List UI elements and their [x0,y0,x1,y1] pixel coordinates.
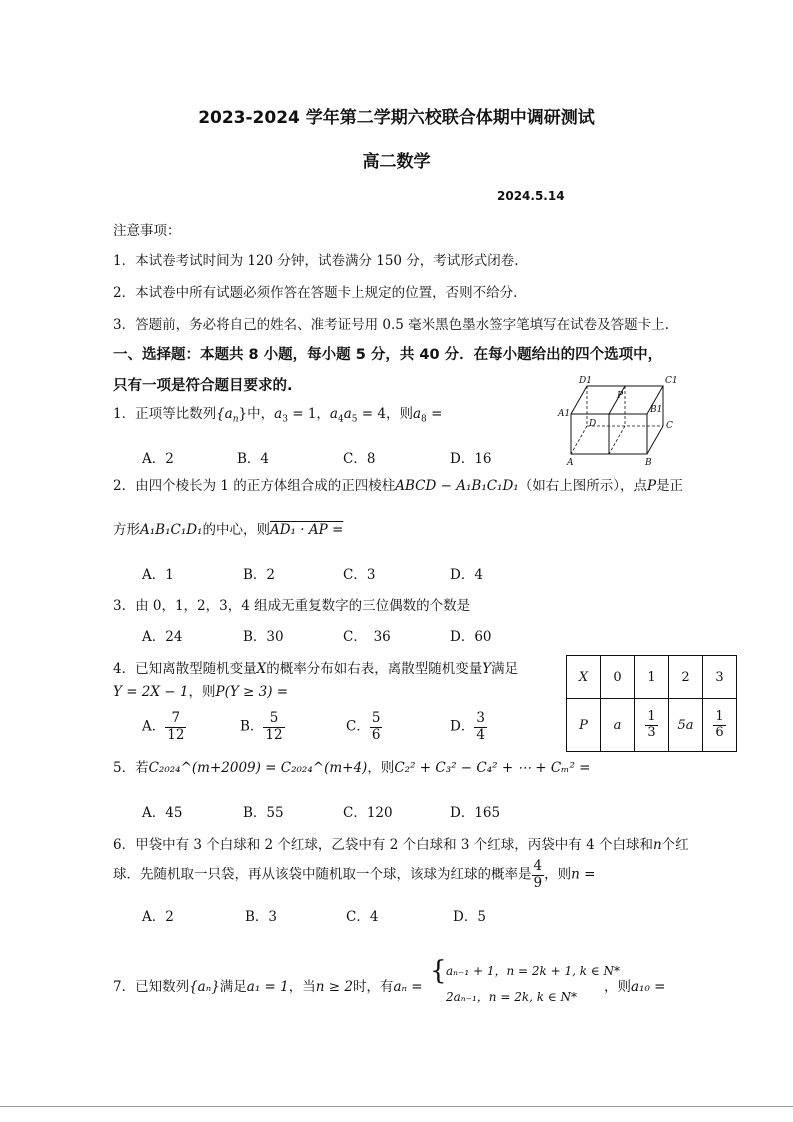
cube-label-p: P [617,391,624,401]
table-cell: P [567,699,601,752]
table-cell: $\frac{1}{6}$ [703,699,737,752]
prism-figure [553,374,703,468]
piecewise-case-1: aₙ₋₁ + 1，n = 2k + 1, k ∈ N* [446,964,621,978]
option-d: D． $\frac{3}{4}$ [450,710,485,743]
table-cell: 0 [601,656,635,699]
cube-label-c1: C1 [665,376,678,386]
option-a: A．1 [142,567,174,583]
option-d: D．16 [450,451,492,467]
option-c: C．120 [343,805,393,821]
exam-title: 2023-2024 学年第二学期六校联合体期中调研测试 [198,108,595,128]
question-7-ask: ，则a₁₀ = [604,979,666,995]
exam-date: 2024.5.14 [497,189,565,203]
option-b: B．30 [243,629,284,645]
option-a: A．2 [142,451,174,467]
option-c: C． $\frac{5}{6}$ [346,710,381,743]
question-4: 4．已知离散型随机变量X的概率分布如右表，离散型随机变量Y满足 [113,661,519,677]
option-a: A．45 [142,805,183,821]
question-5: 5．若C₂₀₂₄^(m+2009) = C₂₀₂₄^(m+4)，则C₂² + C₃² − C₄² + ⋯ + Cₘ² = [113,760,591,776]
note-item: 1．本试卷考试时间为 120 分钟，试卷满分 150 分，考试形式闭卷. [113,253,519,269]
option-b: B．2 [243,567,276,583]
table-row [567,699,737,752]
question-2: 2．由四个棱长为 1 的正方体组合成的正四棱柱ABCD − A₁B₁C₁D₁（如右上图所示），点P是正 [113,478,684,494]
cube-label-a: A [567,458,574,468]
option-d: D．165 [450,805,501,821]
table-cell: 5a [669,699,703,752]
option-c: C． 36 [343,629,391,645]
page-divider [0,1106,793,1107]
table-cell: a [601,699,635,752]
table-cell: 3 [703,656,737,699]
option-a: A． $\frac{7}{12}$ [142,710,185,743]
table-row [567,656,737,699]
table-cell: X [567,656,601,699]
section-heading: 一、选择题：本题共 8 小题，每小题 5 分，共 40 分．在每小题给出的四个选项中， [113,347,663,363]
question-4-cont: Y = 2X − 1，则P(Y ≥ 3) = [113,684,289,700]
notes-heading: 注意事项： [113,223,181,239]
option-d: D．5 [453,909,486,925]
option-a: A．2 [142,909,174,925]
option-a: A．24 [142,629,183,645]
question-1: 1．正项等比数列$\{a_n\}$中，$a_3 = 1$，$a_4a_5 = 4$，则$a_8$ = [113,406,443,425]
question-2-cont: 方形A₁B₁C₁D₁的中心，则AD₁ · AP = [113,522,344,538]
note-item: 2．本试卷中所有试题必须作答在答题卡上规定的位置，否则不给分. [113,285,518,301]
cube-label-d: D [589,419,597,429]
piecewise-case-2: 2aₙ₋₁，n = 2k, k ∈ N* [446,990,578,1004]
option-b: B．55 [243,805,284,821]
option-b: B．4 [237,451,270,467]
question-6: 6．甲袋中有 3 个白球和 2 个红球，乙袋中有 2 个白球和 3 个红球，丙袋中有 4 个白球和n个红 [113,837,689,853]
option-b: B． $\frac{5}{12}$ [240,710,283,743]
cube-label-b1: B1 [650,405,663,415]
probability-table [566,655,737,752]
option-d: D．60 [450,629,492,645]
cube-label-d1: D1 [579,376,592,386]
section-heading-cont: 只有一项是符合题目要求的. [113,378,293,394]
option-c: C．3 [343,567,376,583]
table-cell: $\frac{1}{3}$ [635,699,669,752]
cube-label-c: C [666,421,673,431]
option-c: C．8 [343,451,376,467]
table-cell: 2 [669,656,703,699]
cube-label-b: B [645,458,652,468]
question-3: 3．由 0，1，2，3，4 组成无重复数字的三位偶数的个数是 [113,598,471,614]
cube-label-a1: A1 [558,409,571,419]
question-7: 7．已知数列{aₙ}满足a₁ = 1，当n ≥ 2时，有aₙ = [113,979,423,995]
brace-icon: { [430,956,447,986]
option-b: B．3 [245,909,278,925]
option-d: D．4 [450,567,483,583]
table-cell: 1 [635,656,669,699]
option-c: C．4 [346,909,379,925]
exam-subtitle: 高二数学 [362,152,431,172]
note-item: 3．答题前，务必将自己的姓名、准考证号用 0.5 毫米黑色墨水签字笔填写在试卷及答题卡上. [113,317,669,333]
question-6-cont: 球．先随机取一只袋，再从该袋中随机取一个球，该球为红球的概率是 $\frac{4}{9}$ ，则n = [113,858,596,891]
